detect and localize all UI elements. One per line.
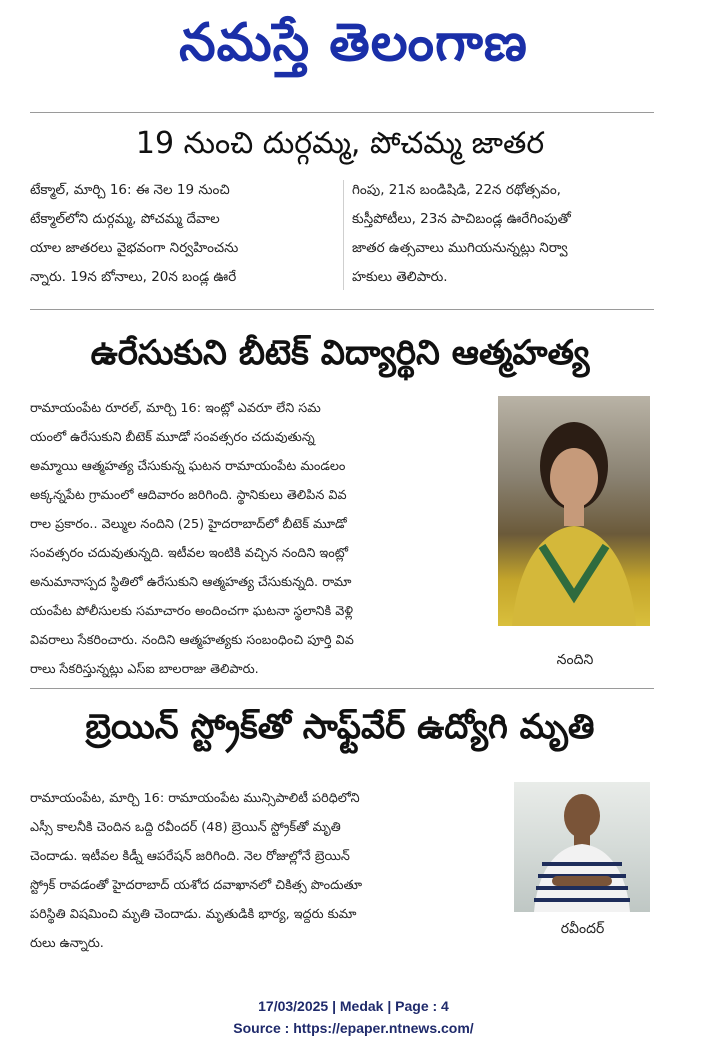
body-line: రులు ఉన్నారు. [30,936,104,951]
body-line: సంవత్సరం చదువుతున్నది. ఇటీవల ఇంటికి వచ్చిన నందిని ఇంట్లో [30,546,348,561]
column-divider [343,180,344,290]
body-line: స్ట్రోక్ రావడంతో హైదరాబాద్ యశోద దవాఖానలో చికిత్స పొందుతూ [30,878,363,893]
body-line: రామాయంపేట రూరల్, మార్చి 16: ఇంట్లో ఎవరూ లేని సమ [30,401,321,416]
body-line: వివరాలు సేకరించారు. నందిని ఆత్మహత్యకు సంబంధించి పూర్తి వివ [30,633,354,648]
masthead-title: నమస్తే తెలంగాణ [179,12,528,73]
body-line: యాల జాతరలు వైభవంగా నిర్వహించను [30,240,239,256]
body-line: పరిస్థితి విషమించి మృతి చెందాడు. మృతుడికి భార్య, ఇద్దరు కుమా [30,907,357,922]
article3-headline: బ్రెయిన్ స్ట్రోక్‌తో సాఫ్ట్‌వేర్ ఉద్యోగి మృతి [85,707,595,747]
article1-headline: 19 నుంచి దుర్గమ్మ, పోచమ్మ జాతర [135,126,545,161]
article1-right-column [352,176,657,292]
body-line: అమ్మాయి ఆత్మహత్య చేసుకున్న ఘటన రామాయంపేట మండలం [30,459,346,474]
footer-source-line: Source : https://epaper.ntnews.com/ [233,1020,474,1036]
body-line: చెందాడు. ఇటీవల కిడ్నీ ఆపరేషన్ జరిగింది. నెల రోజుల్లోనే బ్రెయిన్ [30,849,350,864]
body-line: యంలో ఉరేసుకుని బీటెక్ మూడో సంవత్సరం చదువుతున్న [30,430,315,445]
article2-headline: ఉరేసుకుని బీటెక్ విద్యార్థిని ఆత్మహత్య [90,333,590,373]
body-line: టేక్మాల్‌లోని దుర్గమ్మ, పోచమ్మ దేవాల [30,211,220,227]
ravinder-photo [514,782,650,912]
article-divider [30,309,654,310]
body-line: జాతర ఉత్సవాలు ముగియనున్నట్లు నిర్వా [352,240,568,256]
body-line: గింపు, 21న బండిషిడి, 22న రథోత్సవం, [352,182,561,198]
footer-date-line: 17/03/2025 | Medak | Page : 4 [258,998,449,1014]
article-divider [30,688,654,689]
nandini-photo [498,396,650,626]
body-line: రాలు సేకరిస్తున్నట్లు ఎస్ఐ బాలరాజు తెలిపారు. [30,662,259,677]
body-line: అనుమానాస్పద స్థితిలో ఉరేసుకుని ఆత్మహత్య చేసుకున్నది. రామా [30,575,352,590]
ravinder-caption: రవీందర్ [560,921,605,937]
body-line: టేక్మాల్, మార్చి 16: ఈ నెల 19 నుంచి [30,182,230,198]
article2-body [30,394,490,684]
body-line: అక్కన్నపేట గ్రామంలో ఆదివారం జరిగింది. స్థానికులు తెలిపిన వివ [30,488,347,503]
portrait-illustration [514,782,650,912]
body-line: యంపేట పోలీసులకు సమాచారం అందించగా ఘటనా స్థలానికి వెళ్లి [30,604,354,619]
body-line: రాల ప్రకారం.. వెల్ముల నందిని (25) హైదరాబాద్‌లో బీటెక్ మూడో [30,517,347,532]
body-line: కుస్తీపోటీలు, 23న పాచిబండ్ల ఊరేగింపుతో [352,211,571,227]
nandini-caption: నందిని [556,652,594,668]
article3-body [30,784,508,958]
top-divider [30,112,654,113]
body-line: హకులు తెలిపారు. [352,269,448,285]
body-line: ఎస్సీ కాలనీకి చెందిన ఒద్ది రవీందర్ (48) బ్రెయిన్ స్ట్రోక్‌తో మృతి [30,820,341,835]
body-line: న్నారు. 19న బోనాలు, 20న బండ్ల ఊరే [30,269,237,285]
body-line: రామాయంపేట, మార్చి 16: రామాయంపేట మున్సిపాలిటీ పరిధిలోని [30,791,360,806]
portrait-illustration [498,396,650,626]
article1-left-column [30,176,335,292]
